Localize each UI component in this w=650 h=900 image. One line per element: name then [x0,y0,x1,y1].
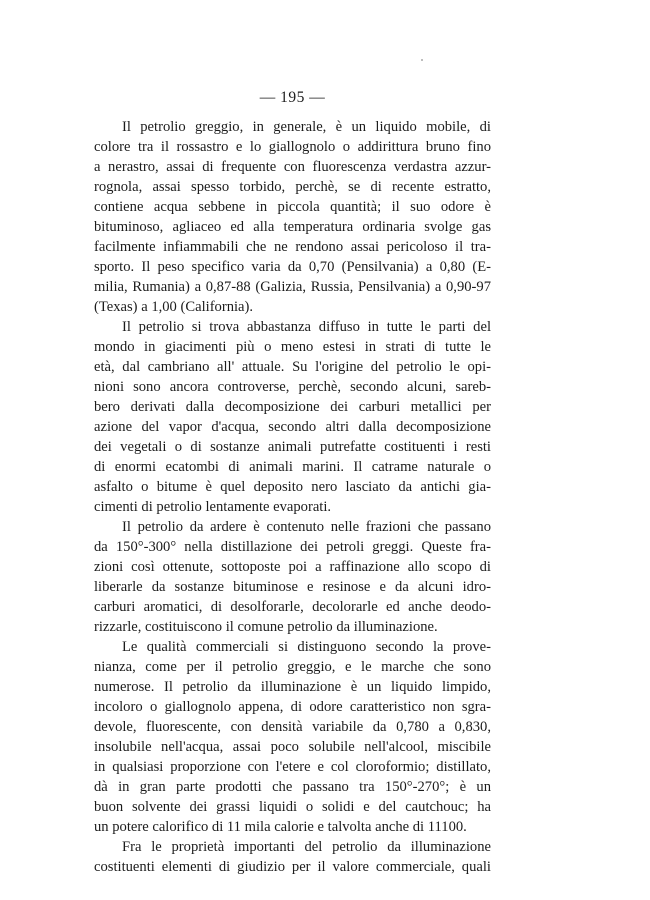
text-line: in qualsiasi proporzione con l'etere e col cloroformio; distillato, [94,759,491,775]
text-line: Le qualità commerciali si distinguono secondo la prove- [122,639,491,655]
text-line: bituminoso, agliaceo ed alla temperatura ordinaria svolge gas [94,219,491,235]
body-text [94,117,491,877]
text-line: di enormi ecatombi di animali marini. Il catrame naturale o [94,459,491,475]
text-line: a nerastro, assai di frequente con fluorescenza verdastra azzur- [94,159,491,175]
text-line: zioni così ottenute, sottoposte poi a raffinazione allo scopo di [94,559,491,575]
page-number: — 195 — [259,89,326,106]
text-line: liberarle da sostanze bituminose e resinose e da alcuni idro- [94,579,491,595]
text-line: sporto. Il peso specifico varia da 0,70 (Pensilvania) a 0,80 (E- [94,259,491,275]
text-line: bero derivati dalla decomposizione dei carburi metallici per [94,399,491,415]
text-line: contiene acqua sebbene in piccola quantità; il suo odore è [94,199,491,215]
text-line: carburi aromatici, di desolforarle, decolorarle ed anche deodo- [94,599,491,615]
paragraph-crude-oil-properties [94,117,491,317]
text-line: asfalto o bitume è quel deposito nero lasciato da antichi gia- [94,479,491,495]
text-line: incoloro o giallognolo appena, di odore caratteristico non sgra- [94,699,491,715]
text-line: colore tra il rossastro e lo giallognolo o addirittura bruno fino [94,139,491,155]
paragraph-oil-origin [94,317,491,517]
text-line: da 150°-300° nella distillazione dei petroli greggi. Queste fra- [94,539,491,555]
text-line: buon solvente dei grassi liquidi o solidi e del cautchouc; ha [94,799,491,815]
text-line: numerose. Il petrolio da illuminazione è un liquido limpido, [94,679,491,695]
text-line: nioni sono ancora controverse, perchè, secondo alcuni, sareb- [94,379,491,395]
paragraph-important-properties [94,837,491,877]
text-line: facilmente infiammabili che ne rendono assai pericoloso il tra- [94,239,491,255]
text-line: costituenti elementi di giudizio per il valore commerciale, quali [94,859,491,875]
text-line: milia, Rumania) a 0,87-88 (Galizia, Russia, Pensilvania) a 0,90-97 [94,279,491,295]
text-line: cimenti di petrolio lentamente evaporati. [94,499,332,515]
text-line: devole, fluorescente, con densità variabile da 0,780 a 0,830, [94,719,491,735]
text-line: Il petrolio da ardere è contenuto nelle frazioni che passano [122,519,491,535]
text-line: età, dal cambriano all' attuale. Su l'origine del petrolio le opi- [94,359,491,375]
text-line: un potere calorifico di 11 mila calorie e talvolta anche di 11100. [94,819,467,835]
text-line: dei vegetali o di sostanze animali putrefatte costituenti i resti [94,439,491,455]
paper-speck [421,59,423,61]
text-line: azione del vapor d'acqua, secondo altri dalla decomposizione [94,419,491,435]
text-line: rizzarle, costituiscono il comune petrolio da illuminazione. [94,619,438,635]
paragraph-commercial-qualities [94,637,491,837]
paragraph-lamp-oil-distillation [94,517,491,637]
text-line: Il petrolio si trova abbastanza diffuso in tutte le parti del [122,319,491,335]
text-line: nianza, come per il petrolio greggio, e le marche che sono [94,659,491,675]
text-line: Il petrolio greggio, in generale, è un liquido mobile, di [122,119,491,135]
text-line: mondo in giacimenti più o meno estesi in strati di tutte le [94,339,491,355]
text-line: dà in gran parte prodotti che passano tra 150°-270°; è un [94,779,491,795]
text-line: rognola, assai spesso torbido, perchè, se di recente estratto, [94,179,491,195]
text-line: Fra le proprietà importanti del petrolio da illuminazione [122,839,491,855]
text-line: insolubile nell'acqua, assai poco solubile nell'alcool, miscibile [94,739,491,755]
text-line: (Texas) a 1,00 (California). [94,299,254,315]
